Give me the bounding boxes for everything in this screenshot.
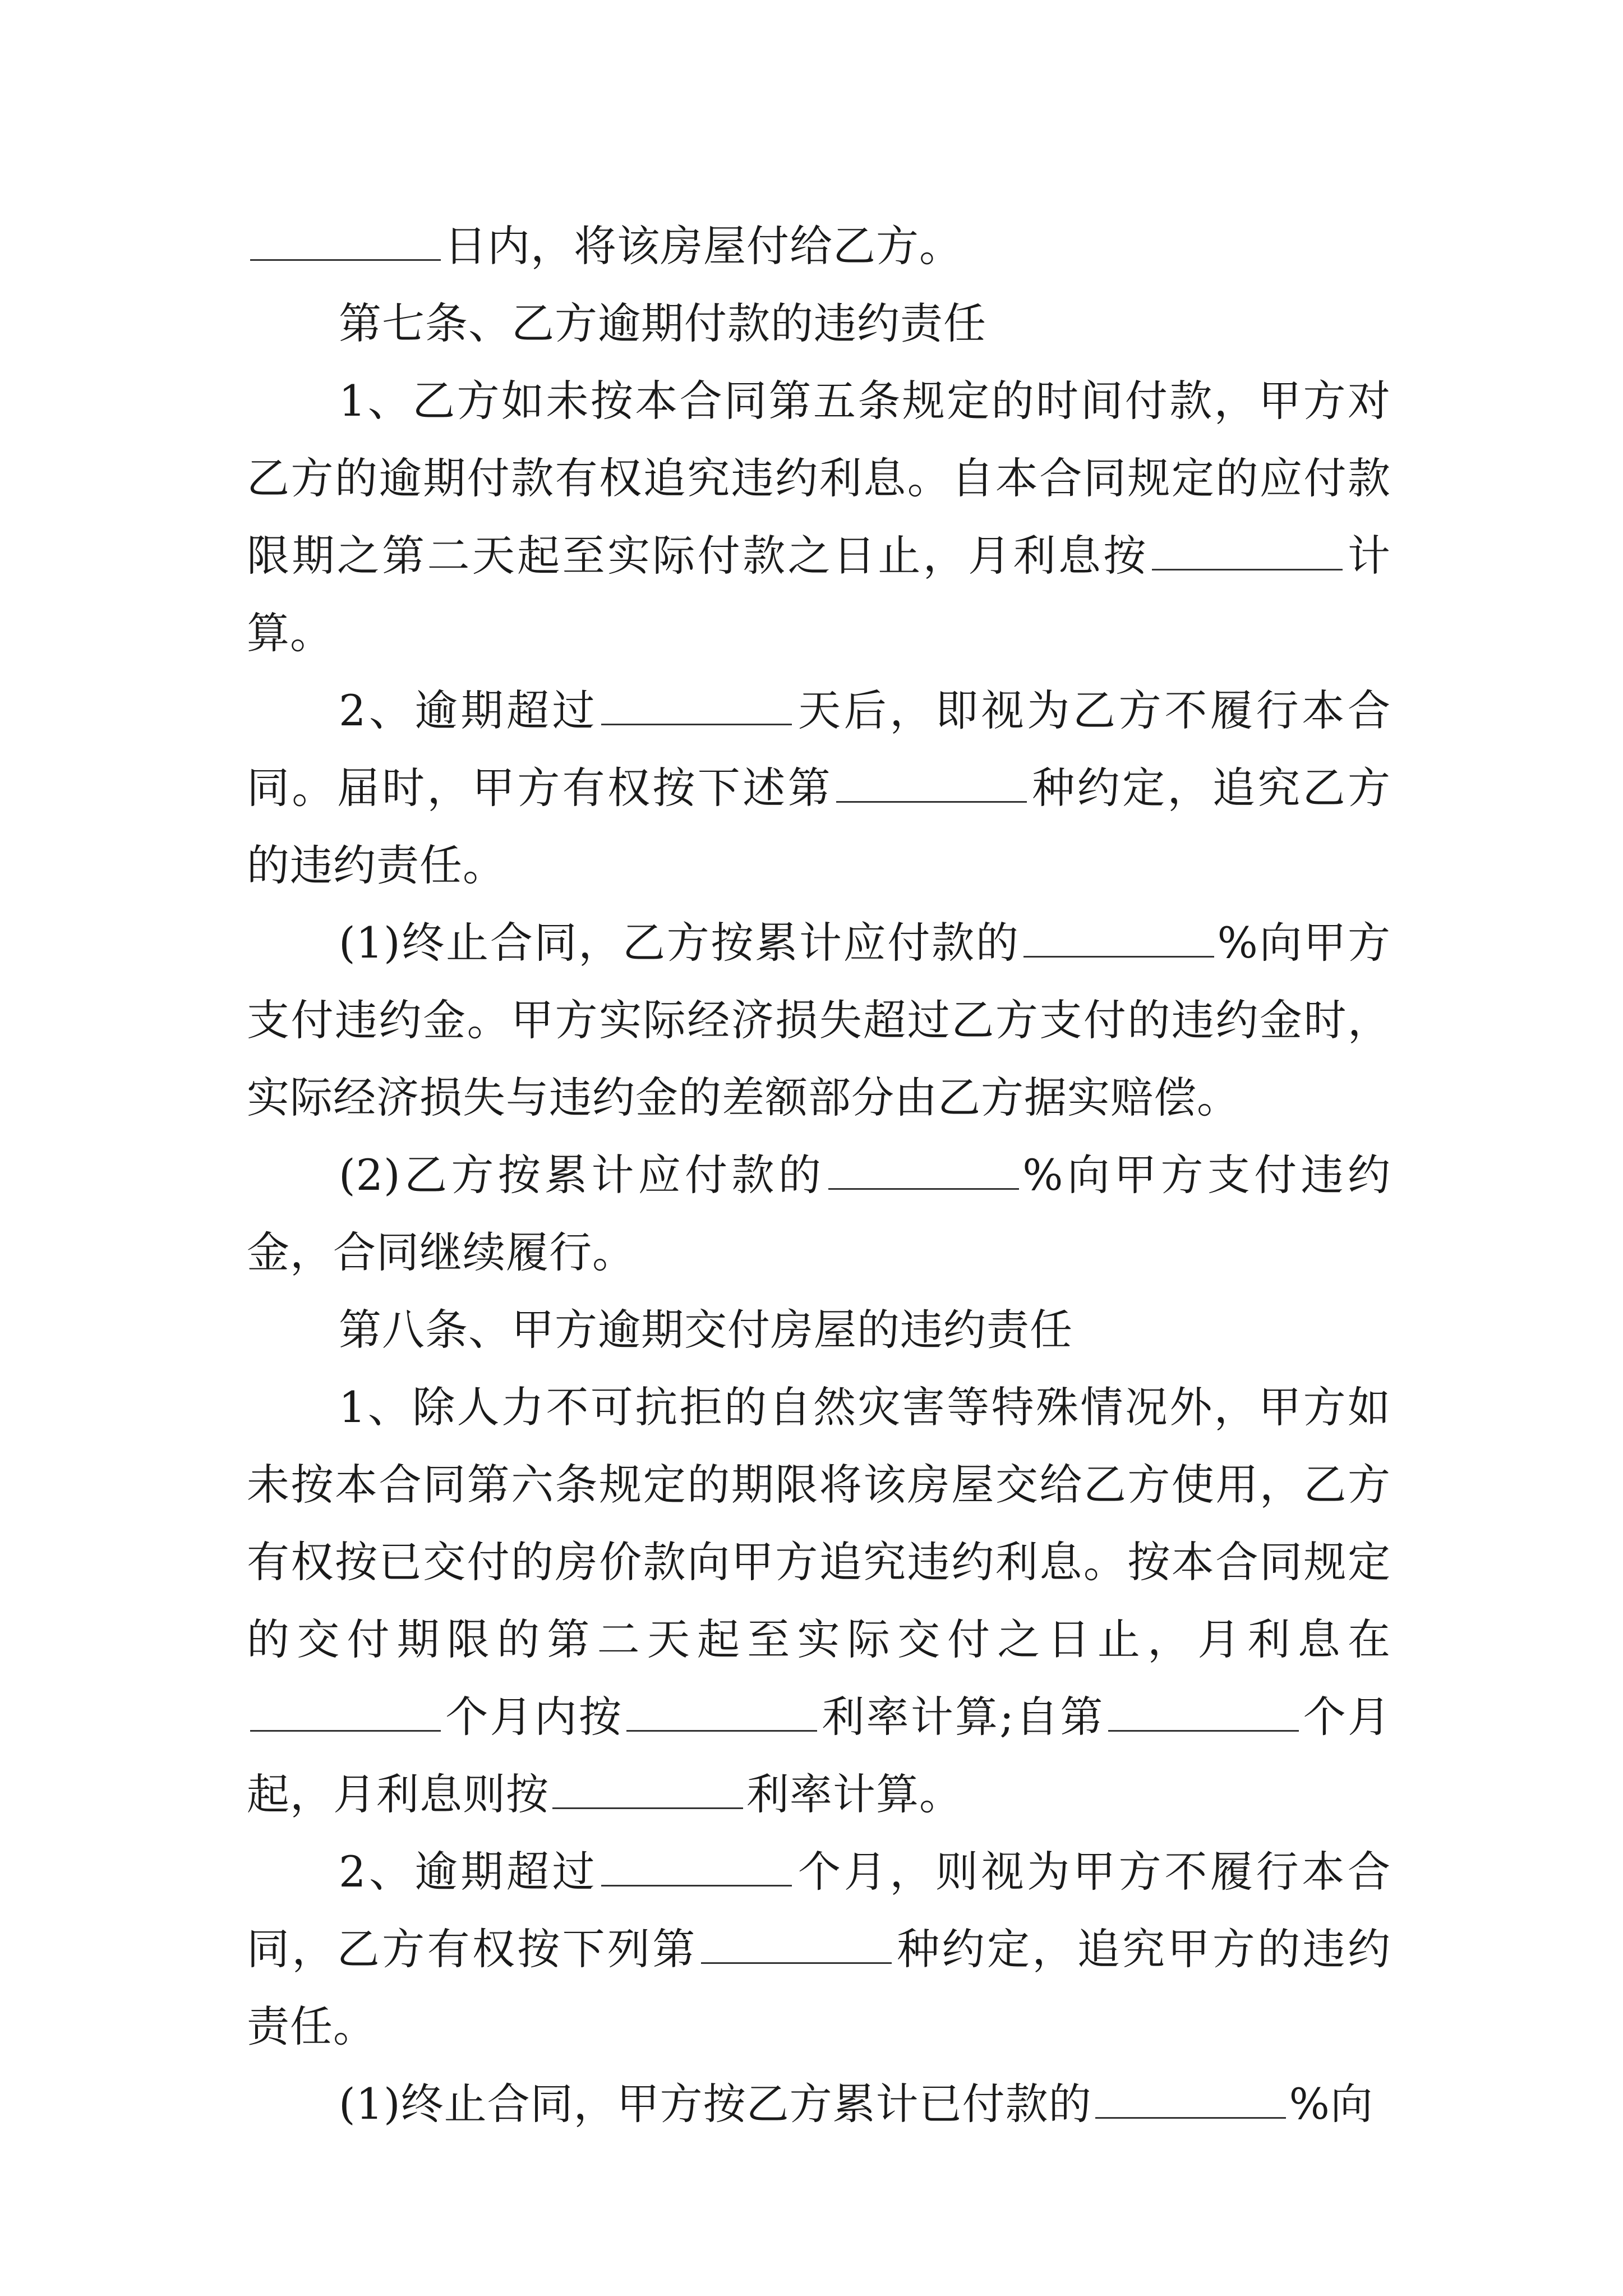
blank-field[interactable]: [1152, 532, 1343, 570]
blank-field[interactable]: [1023, 919, 1214, 958]
blank-field[interactable]: [836, 764, 1027, 803]
article-8-clause-2: 2、逾期超过 个月，则视为甲方不履行本合同，乙方有权按下列第 种约定，追究甲方的违约责任。: [247, 1847, 1391, 2051]
article-7-clause-1: 1、乙方如未按本合同第五条规定的时间付款，甲方对乙方的逾期付款有权追究违约利息。自本合同规定的应付款限期之第二天起至实际付款之日止，月利息按 计算。: [247, 376, 1391, 658]
blank-field[interactable]: [1095, 2080, 1286, 2119]
paragraph-delivery-end: 日内，将该房屋付给乙方。: [247, 208, 1391, 285]
blank-field[interactable]: [701, 1925, 892, 1964]
article-8-heading: 第八条、甲方逾期交付房屋的违约责任: [339, 1305, 1073, 1355]
article-7-clause-2: 2、逾期超过 天后，即视为乙方不履行本合同。届时，甲方有权按下述第 种约定，追究乙方的违约责任。: [247, 685, 1391, 890]
article-7-option-1: (1)终止合同，乙方按累计应付款的 %向甲方支付违约金。甲方实际经济损失超过乙方支付的违约金时，实际经济损失与违约金的差额部分由乙方据实赔偿。: [247, 918, 1391, 1122]
blank-field[interactable]: [601, 1848, 792, 1887]
contract-page: [247, 208, 1391, 2143]
blank-field[interactable]: [250, 1693, 441, 1732]
blank-field[interactable]: [828, 1151, 1019, 1190]
blank-field[interactable]: [626, 1693, 817, 1732]
blank-field[interactable]: [1108, 1693, 1299, 1732]
article-7-heading: 第七条、乙方逾期付款的违约责任: [339, 298, 986, 348]
blank-field[interactable]: [250, 222, 441, 261]
blank-field[interactable]: [601, 687, 792, 725]
article-8-clause-1: 1、除人力不可抗拒的自然灾害等特殊情况外，甲方如未按本合同第六条规定的期限将该房屋交给乙方使用，乙方有权按已交付的房价款向甲方追究违约利息。按本合同规定的交付期限的第二天起至实际交付之日止，月利息在个月内按 利率计算;自第 个月起，月利息则按 利率计算。: [247, 1382, 1391, 1819]
article-8-option-1: (1)终止合同，甲方按乙方累计已付款的 %向: [339, 2079, 1373, 2129]
article-7-option-2: (2)乙方按累计应付款的 %向甲方支付违约金，合同继续履行。: [247, 1150, 1391, 1277]
blank-field[interactable]: [552, 1770, 743, 1809]
